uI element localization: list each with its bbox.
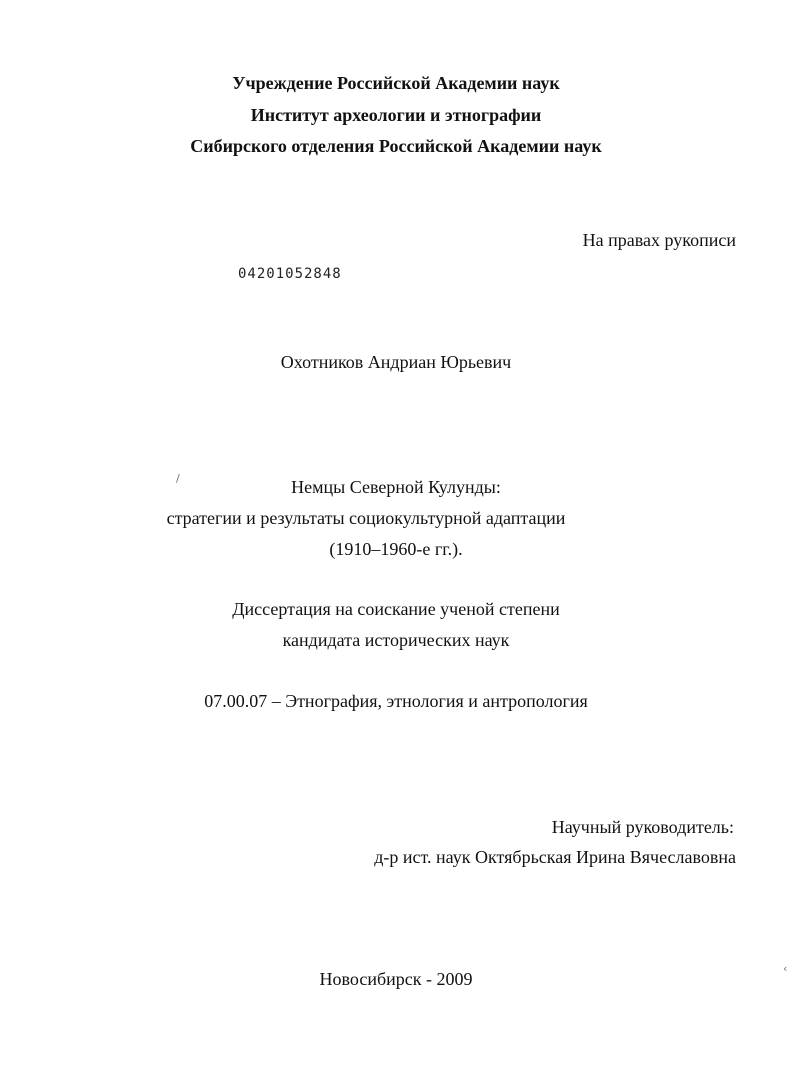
- institution-line-1: Учреждение Российской Академии наук: [232, 73, 560, 93]
- supervisor-name: д-р ист. наук Октябрьская Ирина Вячеславовна: [374, 847, 736, 867]
- title-line-1: Немцы Северной Кулунды:: [291, 477, 501, 497]
- city-year: Новосибирск - 2009: [319, 969, 473, 989]
- registration-number: 04201052848: [238, 266, 342, 282]
- author-name: Охотников Андриан Юрьевич: [280, 352, 512, 372]
- manuscript-note: На правах рукописи: [582, 230, 736, 250]
- supervisor-label: Научный руководитель:: [551, 817, 734, 837]
- scan-speck-mark-right: ‹: [783, 962, 788, 975]
- institution-line-2: Институт археологии и этнографии: [250, 105, 542, 125]
- dissertation-line-2: кандидата исторических наук: [282, 630, 510, 650]
- scan-speck-mark: /: [176, 472, 180, 485]
- dissertation-line-1: Диссертация на соискание ученой степени: [232, 599, 560, 619]
- title-line-3: (1910–1960-е гг.).: [329, 539, 463, 559]
- specialty-code: 07.00.07 – Этнография, этнология и антропология: [204, 691, 588, 711]
- institution-line-3: Сибирского отделения Российской Академии наук: [190, 136, 602, 156]
- title-line-2: стратегии и результаты социокультурной адаптации: [166, 508, 566, 528]
